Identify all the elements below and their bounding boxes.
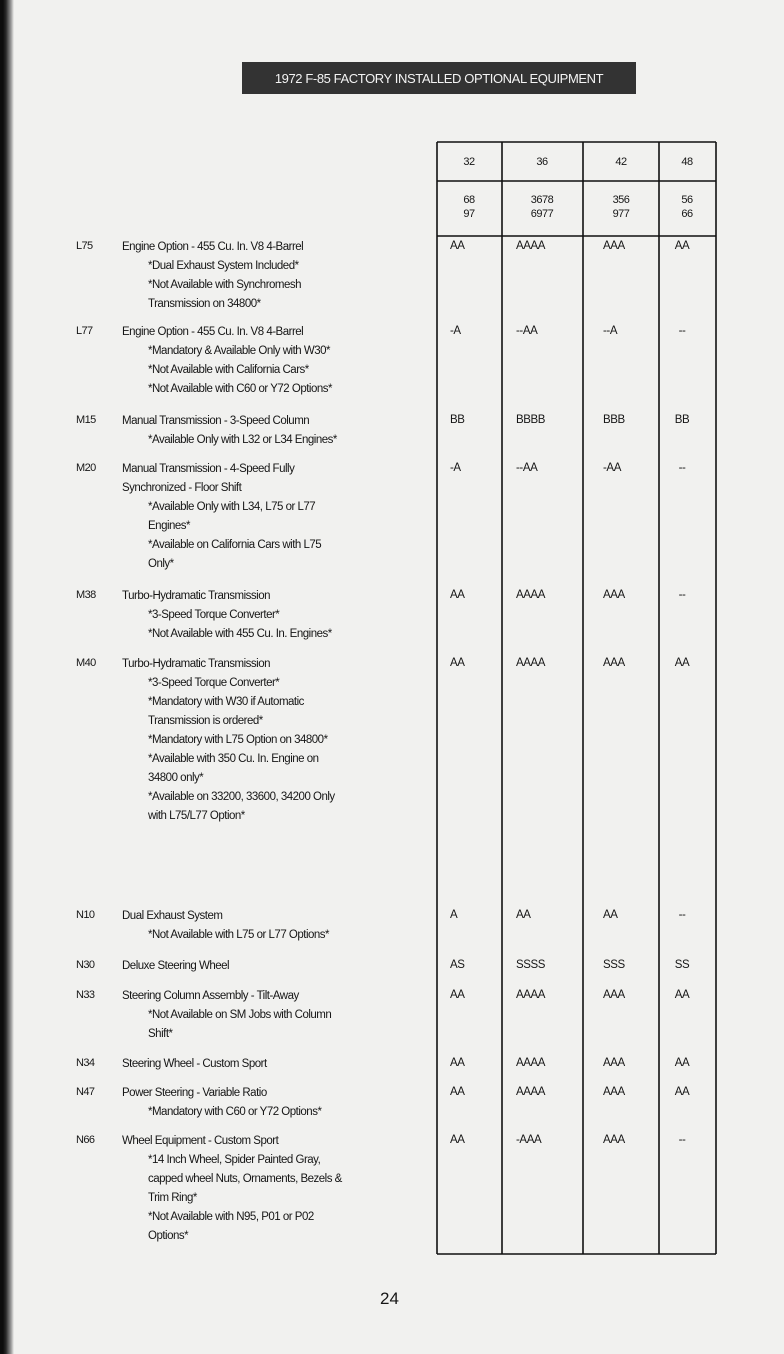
option-availability-code: AAAA <box>516 589 546 601</box>
column-body-style-code: 68 <box>463 194 475 206</box>
option-availability-code: SS <box>674 959 690 971</box>
option-description-line: *Available on California Cars with L75 <box>148 539 322 551</box>
option-description-line: *3-Speed Torque Converter* <box>148 609 280 621</box>
option-code: N47 <box>76 1086 95 1098</box>
option-description-line: Transmission on 34800* <box>148 298 261 310</box>
option-description <box>122 987 422 1044</box>
page-binding-edge <box>0 0 14 1354</box>
option-code: L75 <box>76 240 93 252</box>
option-code: M38 <box>76 589 96 601</box>
option-availability-code: AA <box>516 909 531 921</box>
option-availability-code: -- <box>678 589 686 601</box>
option-availability-code: -A <box>450 462 461 474</box>
option-description-line: *Available Only with L34, L75 or L77 <box>148 501 316 513</box>
option-availability-code: -- <box>678 462 686 474</box>
option-availability-code: AAAA <box>516 989 546 1001</box>
option-availability-code: SSS <box>603 959 625 971</box>
option-code: N30 <box>76 959 95 971</box>
option-description-line: Shift* <box>148 1028 173 1040</box>
option-description-line: *Mandatory & Available Only with W30* <box>148 345 330 357</box>
option-description <box>122 323 422 399</box>
option-description-line: *Not Available with N95, P01 or P02 <box>148 1211 314 1223</box>
option-description-line: Power Steering - Variable Ratio <box>122 1087 267 1099</box>
option-availability-code: AA <box>674 1057 690 1069</box>
option-availability-code: AAAA <box>516 657 546 669</box>
option-availability-code: AA <box>674 1086 690 1098</box>
option-description-line: *Mandatory with W30 if Automatic <box>148 696 304 708</box>
option-availability-code: -- <box>678 909 686 921</box>
option-description-line: *Not Available with Synchromesh <box>148 279 302 291</box>
option-availability-code: AA <box>450 1086 465 1098</box>
option-description-line: Manual Transmission - 3-Speed Column <box>122 415 310 427</box>
option-availability-code: -- <box>678 1134 686 1146</box>
column-body-style-code: 977 <box>612 208 630 220</box>
option-availability-code: AAAA <box>516 1086 546 1098</box>
option-description-line: Engines* <box>148 520 191 532</box>
option-availability-code: AAAA <box>516 240 546 252</box>
option-availability-code: --AA <box>516 462 538 474</box>
option-availability-code: -AAA <box>516 1134 542 1146</box>
option-description-line: *Not Available with C60 or Y72 Options* <box>148 383 333 395</box>
option-availability-code: AA <box>603 909 618 921</box>
option-code: N10 <box>76 909 95 921</box>
option-description <box>122 907 422 945</box>
option-code: M20 <box>76 462 96 474</box>
option-description-line: Only* <box>148 558 174 570</box>
column-header: 32 <box>463 156 475 168</box>
option-description-line: Steering Column Assembly - Tilt-Away <box>122 990 299 1002</box>
option-availability-code: AAA <box>603 1086 625 1098</box>
option-description-line: *14 Inch Wheel, Spider Painted Gray, <box>148 1154 321 1166</box>
option-availability-code: AAA <box>603 589 625 601</box>
option-availability-code: AAA <box>603 1057 625 1069</box>
option-description-line: Synchronized - Floor Shift <box>122 482 242 494</box>
option-availability-code: AAA <box>603 240 625 252</box>
option-description <box>122 655 422 826</box>
option-description <box>122 1132 422 1246</box>
option-description-line: 34800 only* <box>148 772 204 784</box>
option-code: N34 <box>76 1057 95 1069</box>
option-availability-code: AA <box>450 589 465 601</box>
option-code: M15 <box>76 414 96 426</box>
option-description-line: *3-Speed Torque Converter* <box>148 677 280 689</box>
option-description-line: *Not Available with L75 or L77 Options* <box>148 929 330 941</box>
option-description-line: *Mandatory with C60 or Y72 Options* <box>148 1106 322 1118</box>
option-description-line: Steering Wheel - Custom Sport <box>122 1058 267 1070</box>
option-description-line: *Dual Exhaust System Included* <box>148 260 299 272</box>
option-code: L77 <box>76 325 93 337</box>
option-code: N66 <box>76 1134 95 1146</box>
page-title: 1972 F-85 FACTORY INSTALLED OPTIONAL EQUIPMENT <box>242 62 636 94</box>
option-availability-code: AA <box>674 657 690 669</box>
option-description <box>122 1055 422 1074</box>
option-description-line: Turbo-Hydramatic Transmission <box>122 590 271 602</box>
option-description-line: capped wheel Nuts, Ornaments, Bezels & <box>148 1173 342 1185</box>
option-description-line: Deluxe Steering Wheel <box>122 960 230 972</box>
option-availability-code: AA <box>450 1134 465 1146</box>
option-description-line: Wheel Equipment - Custom Sport <box>122 1135 279 1147</box>
column-header: 48 <box>681 156 693 168</box>
option-description-line: with L75/L77 Option* <box>148 810 245 822</box>
option-description-line: *Not Available with 455 Cu. In. Engines* <box>148 628 332 640</box>
option-description-line: Transmission is ordered* <box>148 715 263 727</box>
option-description-line: Trim Ring* <box>148 1192 197 1204</box>
option-availability-code: BB <box>450 414 465 426</box>
option-description <box>122 460 422 574</box>
option-availability-code: AAAA <box>516 1057 546 1069</box>
option-code: M40 <box>76 657 96 669</box>
column-body-style-code: 3678 <box>530 194 554 206</box>
column-body-style-code: 56 <box>681 194 693 206</box>
option-description-line: Dual Exhaust System <box>122 910 223 922</box>
option-description-line: *Not Available on SM Jobs with Column <box>148 1009 332 1021</box>
option-description-line: *Not Available with California Cars* <box>148 364 309 376</box>
option-availability-code: SSSS <box>516 959 546 971</box>
option-description-line: Engine Option - 455 Cu. In. V8 4-Barrel <box>122 326 304 338</box>
option-availability-code: AAA <box>603 989 625 1001</box>
option-availability-code: A <box>450 909 458 921</box>
option-description-line: Turbo-Hydramatic Transmission <box>122 658 271 670</box>
option-description-line: *Available on 33200, 33600, 34200 Only <box>148 791 335 803</box>
page-number: 24 <box>380 1289 399 1308</box>
option-availability-code: AS <box>450 959 465 971</box>
option-availability-code: AA <box>450 657 465 669</box>
option-availability-code: -AA <box>603 462 621 474</box>
option-availability-code: -- <box>678 325 686 337</box>
option-description-line: Manual Transmission - 4-Speed Fully <box>122 463 295 475</box>
option-description <box>122 957 422 976</box>
option-availability-code: AA <box>674 240 690 252</box>
option-description <box>122 412 422 450</box>
column-body-style-code: 6977 <box>530 208 554 220</box>
column-body-style-code: 356 <box>612 194 630 206</box>
option-code: N33 <box>76 989 95 1001</box>
column-header: 42 <box>615 156 627 168</box>
column-body-style-code: 97 <box>463 208 475 220</box>
option-description <box>122 238 422 314</box>
option-availability-code: -A <box>450 325 461 337</box>
column-header: 36 <box>536 156 548 168</box>
option-availability-code: AA <box>450 989 465 1001</box>
option-availability-code: AA <box>674 989 690 1001</box>
option-description <box>122 1084 422 1122</box>
option-availability-code: BB <box>674 414 690 426</box>
option-description <box>122 587 422 644</box>
option-availability-code: AA <box>450 240 465 252</box>
option-description-line: Options* <box>148 1230 189 1242</box>
column-body-style-code: 66 <box>681 208 693 220</box>
option-description-line: *Available Only with L32 or L34 Engines* <box>148 434 337 446</box>
option-description-line: Engine Option - 455 Cu. In. V8 4-Barrel <box>122 241 304 253</box>
option-description-line: *Mandatory with L75 Option on 34800* <box>148 734 328 746</box>
option-availability-code: AA <box>450 1057 465 1069</box>
option-availability-code: BBBB <box>516 414 546 426</box>
option-description-line: *Available with 350 Cu. In. Engine on <box>148 753 319 765</box>
option-availability-code: AAA <box>603 657 625 669</box>
option-availability-code: --AA <box>516 325 538 337</box>
option-availability-code: BBB <box>603 414 625 426</box>
option-availability-code: AAA <box>603 1134 625 1146</box>
option-availability-code: --A <box>603 325 618 337</box>
